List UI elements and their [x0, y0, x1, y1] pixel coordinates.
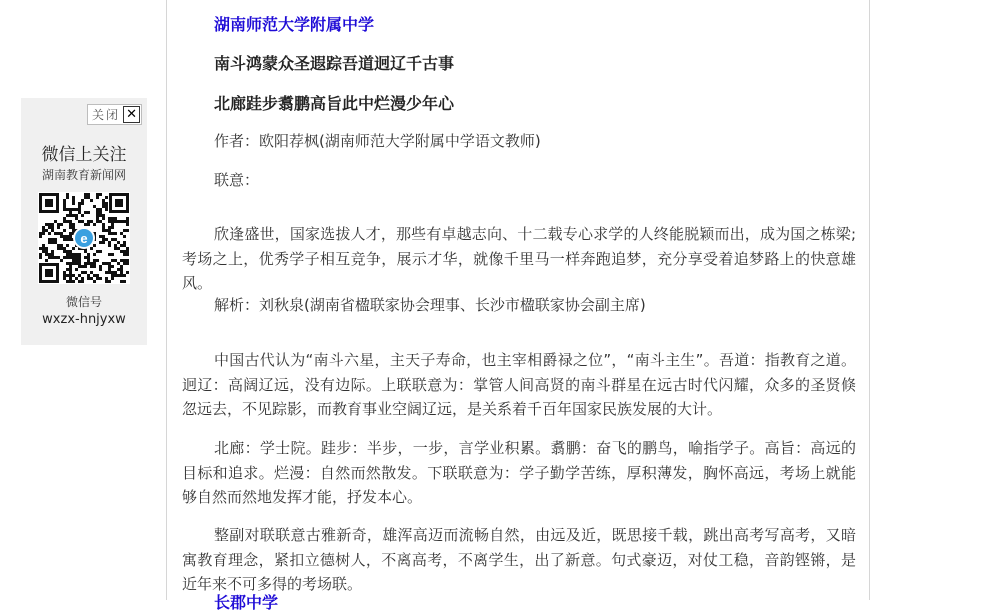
wechat-subtitle: 湖南教育新闻网: [41, 168, 126, 182]
analysis-label: 解析：刘秋泉(湖南省楹联家协会理事、长沙市楹联家协会副主席): [214, 296, 646, 314]
meaning-paragraph: 欣逢盛世，国家选拔人才，那些有卓越志向、十二载专心求学的人终能脱颖而出，成为国之栋梁;考场之上，优秀学子相互竞争，展示才华，就像千里马一样奔跑追梦，充分享受着追梦路上的快意雄风。: [182, 225, 856, 292]
couplet-upper-line: 南斗鸿蒙众圣遐踪吾道迥辽千古事: [214, 54, 455, 73]
svg-text:e: e: [80, 231, 88, 246]
wechat-title: 微信上关注: [41, 145, 127, 165]
analysis-paragraph-1: 中国古代认为“南斗六星，主天子寿命，也主宰相爵禄之位”，“南斗主生”。吾道：指教育之道。迥辽：高阔辽远，没有边际。上联联意为：掌管人间高贤的南斗群星在远古时代闪耀，众多的圣贤倏忽远去，不见踪影，而教育事业空阔辽远，是关系着千百年国家民族发展的大计。: [182, 351, 856, 418]
couplet-lower-line: 北廊跬步翥鹏高旨此中烂漫少年心: [214, 94, 455, 113]
author-line: 作者：欧阳荐枫(湖南师范大学附属中学语文教师): [214, 132, 541, 150]
close-label: 关闭: [92, 108, 121, 122]
qr-code-image: [38, 192, 130, 284]
analysis-paragraph-2: 北廊：学士院。跬步：半步，一步，言学业积累。翥鹏：奋飞的鹏鸟，喻指学子。高旨：高远的目标和追求。烂漫：自然而然散发。下联联意为：学子勤学苦练，厚积薄发，胸怀高远，考场上就能够自然而然地发挥才能，抒发本心。: [182, 439, 856, 506]
close-widget-button[interactable]: [87, 104, 142, 125]
next-school-link[interactable]: 长郡中学: [214, 593, 279, 612]
wechat-id-label: 微信号: [65, 295, 102, 309]
close-icon[interactable]: ✕: [123, 106, 140, 123]
analysis-paragraph-3: 整副对联联意古雅新奇，雄浑高迈而流畅自然，由远及近，既思接千载，跳出高考写高考，又暗寓教育理念，紧扣立德树人，不离高考，不离学生，出了新意。句式豪迈，对仗工稳，音韵铿锵，是近年来不可多得的考场联。: [182, 526, 856, 593]
meaning-label: 联意：: [214, 171, 260, 189]
school-link[interactable]: 湖南师范大学附属中学: [214, 15, 375, 34]
wechat-id: wxzx-hnjyxw: [42, 312, 126, 327]
